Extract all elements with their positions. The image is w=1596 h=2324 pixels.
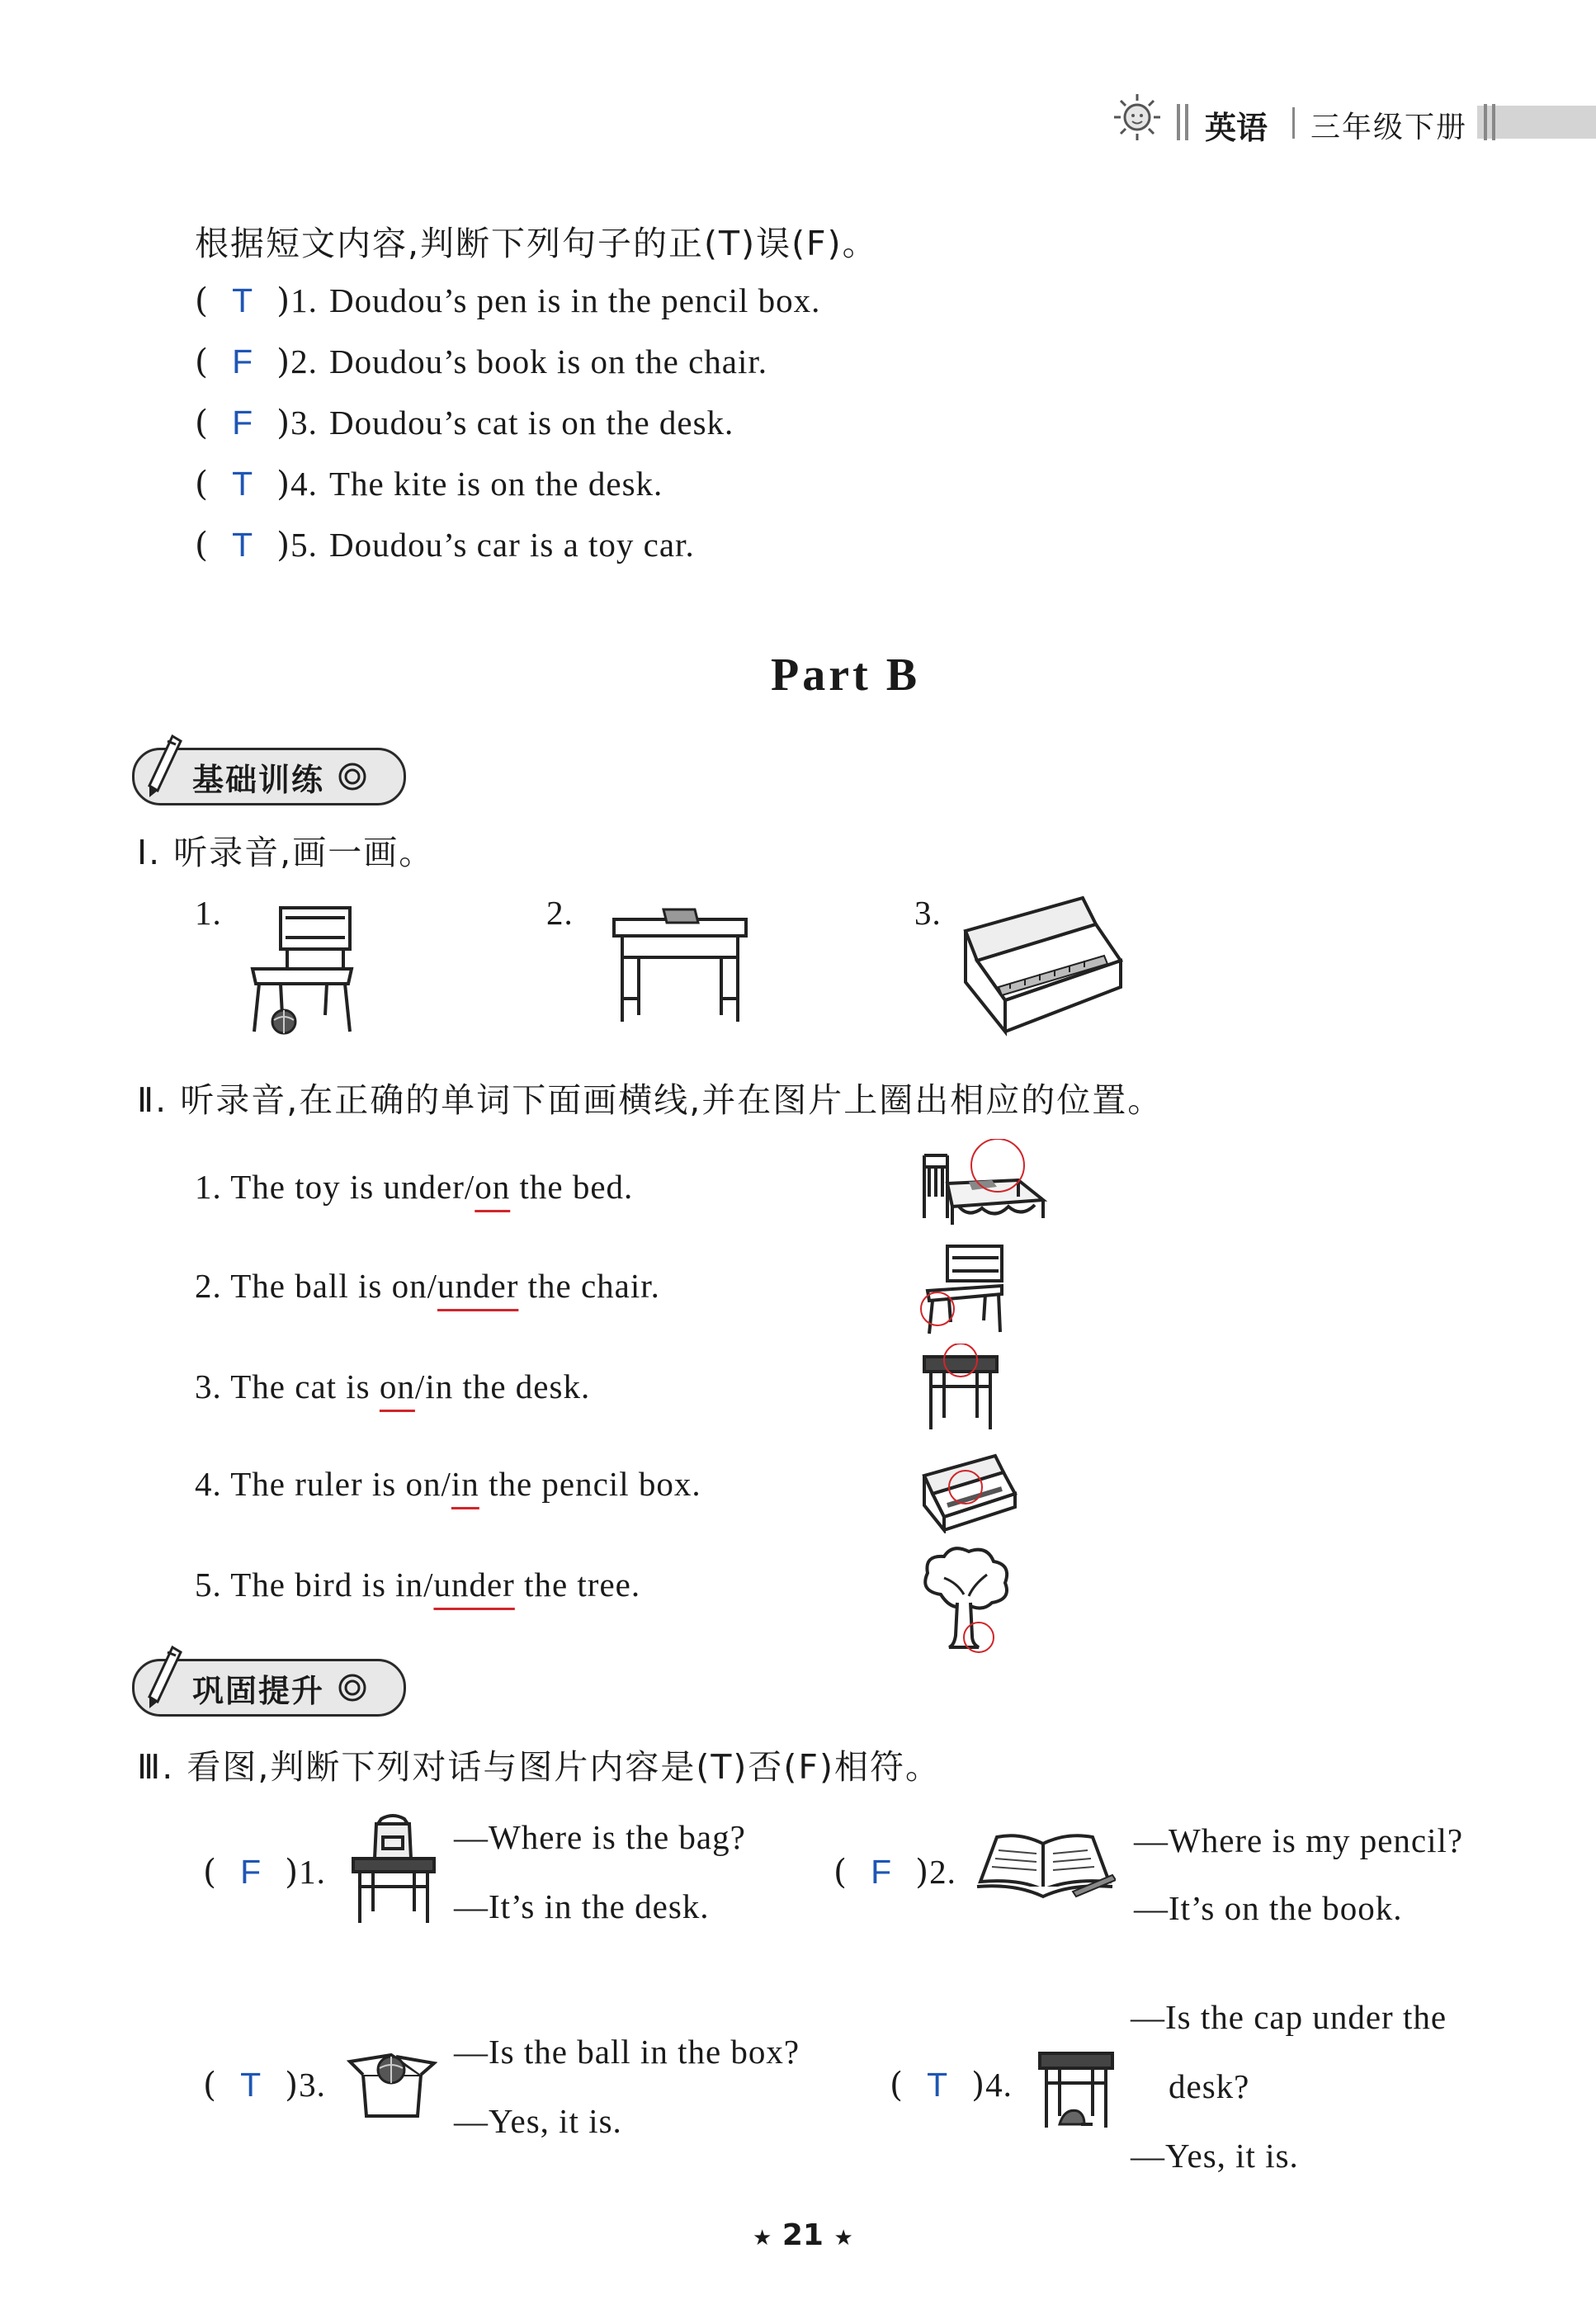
s2-item-1 [195,1167,633,1207]
star-icon: ★ [833,2226,853,2251]
tree-icon [916,1545,1015,1660]
desk-with-bag-icon [348,1812,439,1928]
s2-option-2[interactable]: in [425,1367,454,1405]
intro-instruction: 根据短文内容,判断下列句子的正(T)误(F)。 [195,224,878,263]
desk-with-cap-icon [1035,2042,1117,2133]
intro-item-answer: T [232,465,254,503]
badge-basic-training [132,748,406,805]
pencil-box-icon [959,891,1124,1048]
s3-item-4-reply: —Yes, it is. [1131,2137,1299,2175]
s2-option-2[interactable]: under [437,1267,519,1305]
s3-item-4-question-2: desk? [1169,2067,1250,2105]
s2-item-3 [195,1367,590,1406]
s2-item-pre: The cat is [230,1367,371,1405]
bed-icon [919,1139,1051,1230]
intro-item-answer: T [232,526,254,564]
s2-item-num: 4. [195,1465,222,1503]
section1-title: Ⅰ. 听录音,画一画。 [137,833,435,872]
ring-icon [336,1671,369,1704]
section1-item-1-num: 1. [195,894,222,932]
s3-item-4-answer: ( T )4. [890,2065,1013,2104]
pencil-box-icon [919,1451,1018,1533]
intro-item-3: ( F )3. Doudou’s cat is on the desk. [195,403,734,442]
section1-item-2-num: 2. [546,894,574,932]
s3-item-1-question: —Where is the bag? [454,1818,746,1856]
intro-item-num: 3. [290,404,318,442]
desk-icon [919,1344,1002,1434]
s3-item-3-answer: ( T )3. [203,2065,326,2104]
desk-icon [606,905,754,1028]
section2-title: Ⅱ. 听录音,在正确的单词下面画横线,并在图片上圈出相应的位置。 [137,1080,1164,1120]
header-separator [1292,107,1295,139]
star-icon: ★ [753,2226,772,2251]
badge-consolidate [132,1659,406,1717]
slash-separator: / [441,1465,451,1503]
s3-item-2-reply: —It’s on the book. [1134,1889,1403,1927]
slash-separator: / [423,1566,434,1604]
intro-item-text: The kite is on the desk. [328,465,663,503]
s2-item-2 [195,1266,660,1306]
intro-item-num: 2. [290,342,318,380]
s2-item-pre: The ruler is [230,1465,397,1503]
chair-icon [919,1240,1010,1339]
intro-item-1: ( T )1. Doudou’s pen is in the pencil box. [195,281,821,320]
slash-separator: / [427,1267,437,1305]
intro-item-num: 5. [290,526,318,564]
intro-item-2: ( F )2. Doudou’s book is on the chair. [195,342,768,381]
s2-item-post: the pencil box. [489,1465,701,1503]
s2-option-1[interactable]: under [383,1168,465,1206]
header-separator [1177,104,1180,140]
pencil-icon [139,1644,189,1710]
section3-title: Ⅲ. 看图,判断下列对话与图片内容是(T)否(F)相符。 [137,1747,941,1787]
intro-item-text: Doudou’s car is a toy car. [328,526,695,564]
header-subject: 英语 [1205,110,1268,146]
s2-item-num: 5. [195,1566,222,1604]
slash-separator: / [464,1168,475,1206]
s2-item-post: the bed. [519,1168,634,1206]
s2-option-2[interactable]: in [451,1465,479,1503]
intro-item-num: 1. [290,281,318,319]
badge-basic-label: 基础训练 [192,761,325,798]
badge-consolidate-label: 巩固提升 [192,1672,325,1709]
s2-option-2[interactable]: on [475,1168,511,1206]
s2-item-num: 2. [195,1267,222,1305]
intro-item-text: Doudou’s cat is on the desk. [328,404,734,442]
s2-option-1[interactable]: on [391,1267,427,1305]
slash-separator: / [414,1367,426,1405]
intro-item-4: ( T )4. The kite is on the desk. [195,464,663,503]
s2-item-num: 1. [195,1168,222,1206]
open-book-icon [974,1829,1116,1903]
intro-item-text: Doudou’s pen is in the pencil box. [328,281,821,319]
intro-item-text: Doudou’s book is on the chair. [328,342,768,380]
header-grade: 三年级下册 [1310,111,1468,144]
box-with-ball-icon [347,2047,437,2121]
sun-icon [1111,91,1164,144]
intro-item-answer: F [232,404,254,442]
s3-item-1-answer: ( F )1. [203,1852,326,1892]
chair-with-ball-icon [244,900,360,1040]
s2-option-1[interactable]: on [405,1465,441,1503]
page-number: ★ 21 ★ [753,2218,853,2252]
s2-item-pre: The bird is [230,1566,386,1604]
pencil-icon [139,733,189,799]
s2-item-5 [195,1565,640,1604]
s2-item-pre: The ball is [230,1267,383,1305]
s2-item-4 [195,1464,701,1504]
s3-item-2-answer: ( F )2. [833,1852,956,1892]
header-separator [1492,104,1495,140]
intro-item-answer: F [232,342,254,380]
section1-item-3-num: 3. [914,894,942,932]
intro-item-5: ( T )5. Doudou’s car is a toy car. [195,525,695,564]
header-separator [1484,104,1487,140]
s2-item-post: the tree. [524,1566,641,1604]
s2-option-2[interactable]: under [433,1566,515,1604]
s2-item-num: 3. [195,1367,222,1405]
s3-item-3-question: —Is the ball in the box? [454,2033,800,2071]
s3-item-2-question: —Where is my pencil? [1134,1821,1464,1859]
s2-item-post: the chair. [527,1267,660,1305]
s2-item-pre: The toy is [230,1168,375,1206]
s3-item-1-reply: —It’s in the desk. [454,1887,710,1925]
ring-icon [336,760,369,793]
s2-option-1[interactable]: on [379,1367,415,1405]
s2-option-1[interactable]: in [395,1566,424,1604]
s3-item-4-question-1: —Is the cap under the [1131,1998,1447,2036]
intro-item-answer: T [232,281,254,319]
s3-item-3-reply: —Yes, it is. [454,2102,622,2140]
header-separator [1185,104,1188,140]
intro-item-num: 4. [290,465,318,503]
s2-item-post: the desk. [462,1367,591,1405]
part-title: Part B [771,649,921,701]
